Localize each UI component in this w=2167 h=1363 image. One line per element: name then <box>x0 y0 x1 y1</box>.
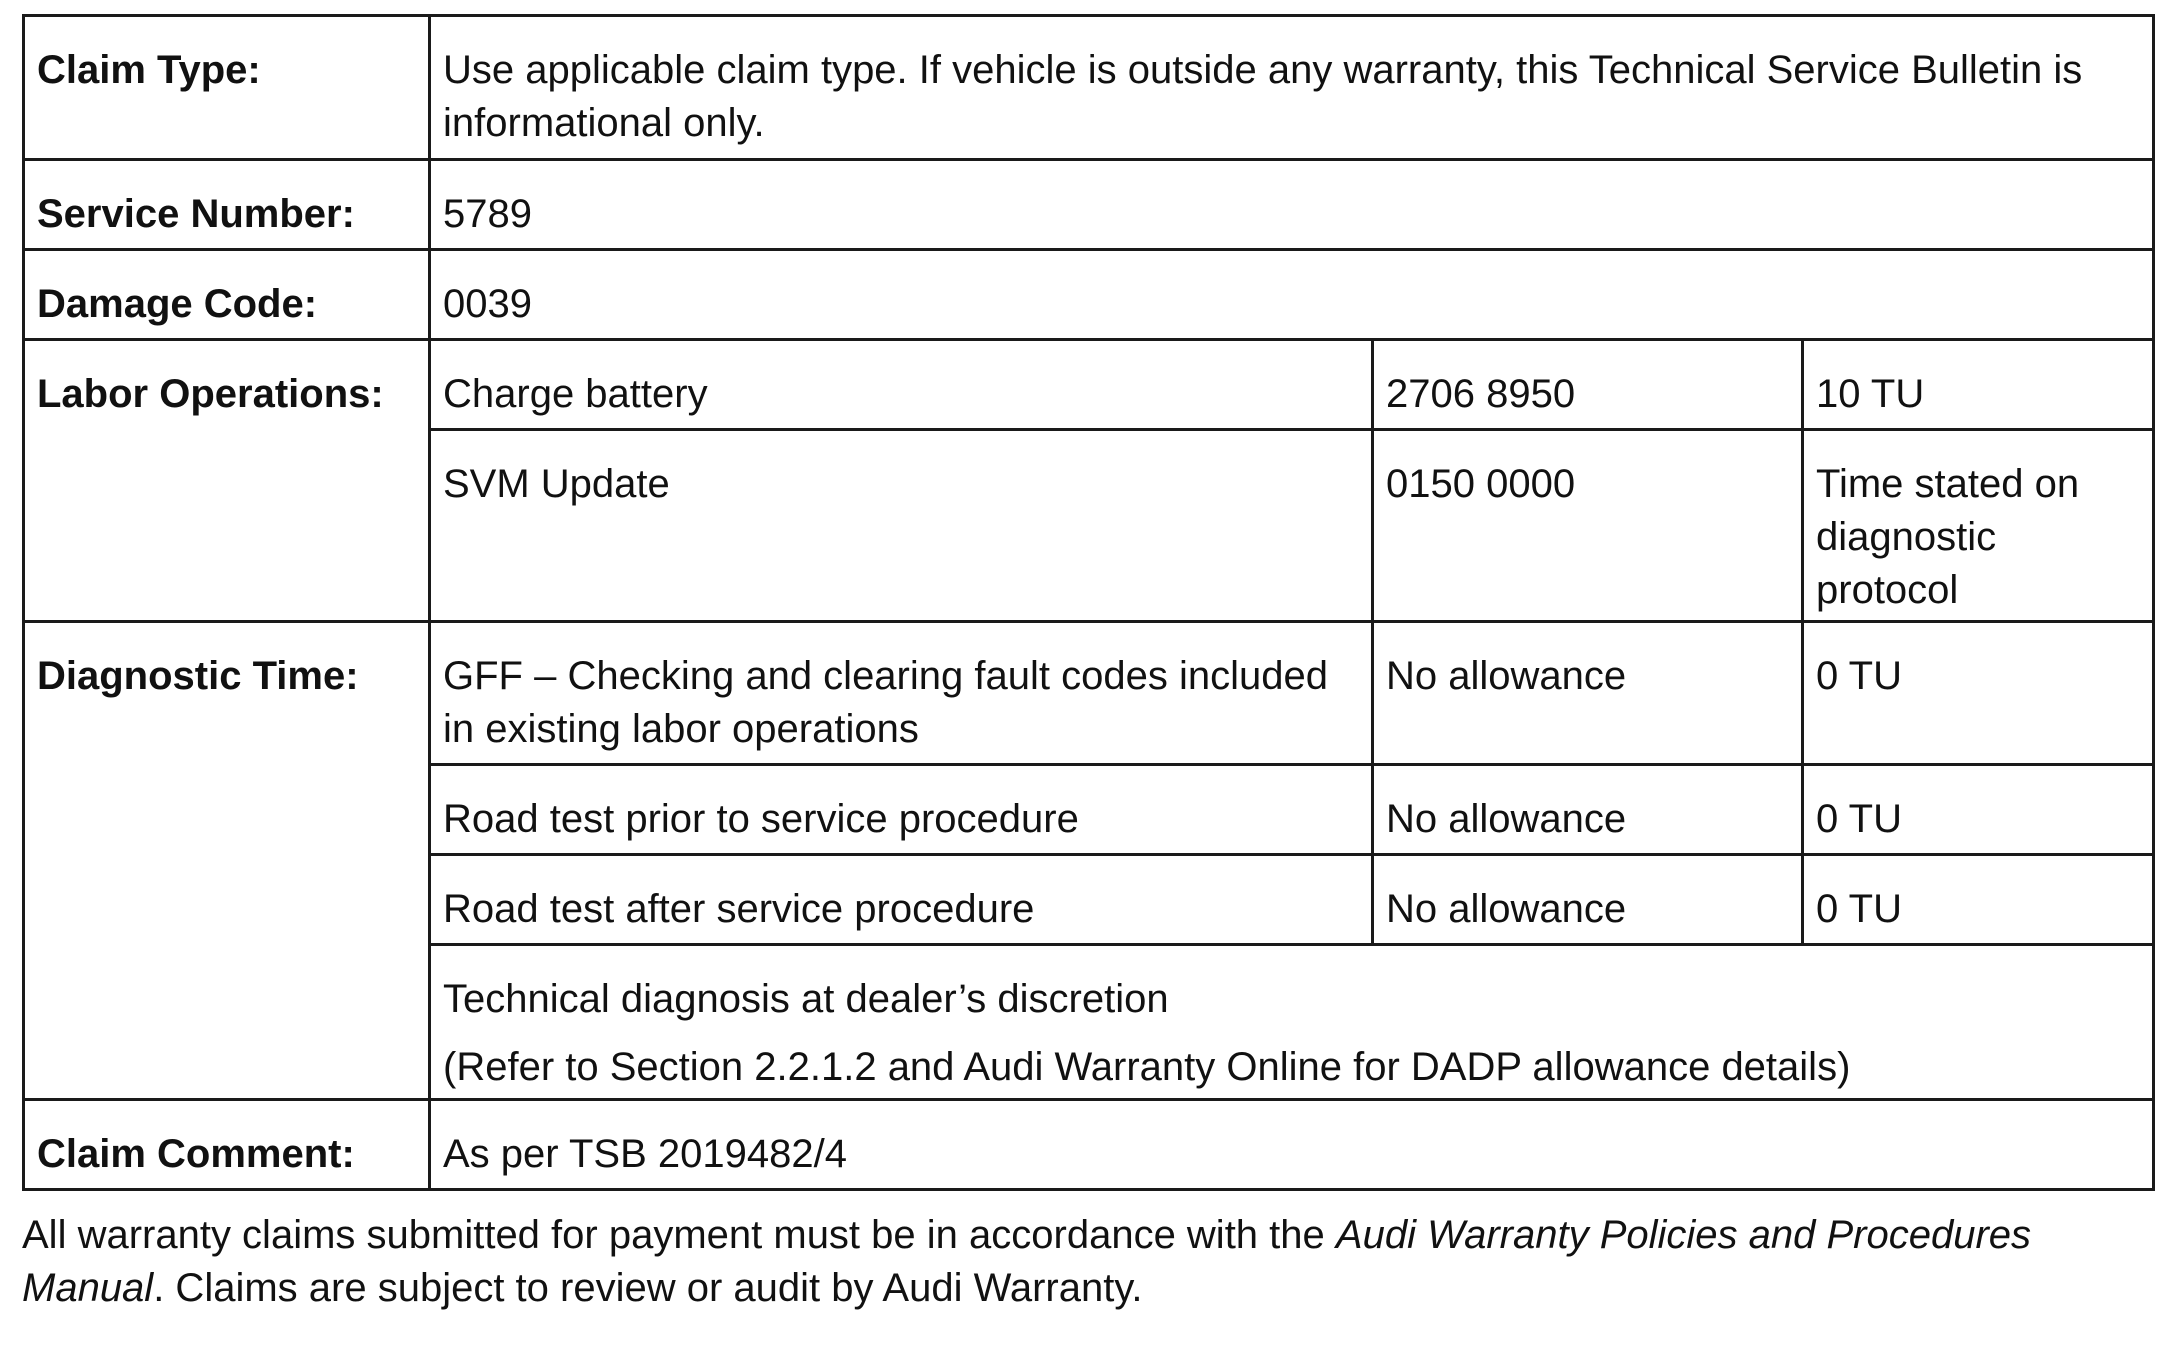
warranty-claim-document <box>22 14 2152 1355</box>
damage-code-value-cell <box>430 250 2154 340</box>
labor-code-cell <box>1373 430 1803 622</box>
technical-diagnosis-reference: (Refer to Section 2.2.1.2 and Audi Warranty Online for DADP allowance details) <box>443 1045 1851 1089</box>
diagnostic-row <box>24 622 2154 765</box>
diagnostic-time-cell <box>1803 855 2154 945</box>
diagnostic-time-label: Diagnostic Time: <box>37 654 359 698</box>
labor-code-cell <box>1373 340 1803 430</box>
claim-type-value: Use applicable claim type. If vehicle is outside any warranty, this Technical Service Bulletin is informational only. <box>443 48 2083 145</box>
labor-code: 0150 0000 <box>1386 462 1576 506</box>
diagnostic-code-cell <box>1373 855 1803 945</box>
warranty-footer-note <box>22 1209 2152 1315</box>
claim-comment-value-cell <box>430 1100 2154 1190</box>
service-number-label: Service Number: <box>37 192 355 236</box>
labor-time: 10 TU <box>1816 372 1925 416</box>
labor-description: SVM Update <box>443 462 670 506</box>
claim-comment-row <box>24 1100 2154 1190</box>
diagnostic-code: No allowance <box>1386 654 1627 698</box>
damage-code-label: Damage Code: <box>37 282 318 326</box>
technical-diagnosis-text: Technical diagnosis at dealer’s discretion <box>443 977 1169 1021</box>
diagnostic-code: No allowance <box>1386 887 1627 931</box>
labor-operations-label-cell <box>24 340 430 622</box>
diagnostic-description: GFF – Checking and clearing fault codes included in existing labor operations <box>443 654 1328 751</box>
labor-operation-row <box>24 340 2154 430</box>
footer-text-end: . Claims are subject to review or audit by Audi Warranty. <box>153 1266 1143 1310</box>
diagnostic-description: Road test after service procedure <box>443 887 1035 931</box>
warranty-manual-title: Audi Warranty Policies and Procedures Manual <box>22 1213 2032 1310</box>
diagnostic-description-cell <box>430 622 1373 765</box>
labor-time: Time stated on diagnostic protocol <box>1816 462 2080 612</box>
diagnostic-code-cell <box>1373 765 1803 855</box>
footer-text-start: All warranty claims submitted for payment must be in accordance with the <box>22 1213 1336 1257</box>
technical-diagnosis-cell <box>430 945 2154 1100</box>
service-number-value: 5789 <box>443 192 532 236</box>
labor-description: Charge battery <box>443 372 708 416</box>
damage-code-label-cell <box>24 250 430 340</box>
diagnostic-time: 0 TU <box>1816 797 1902 841</box>
diagnostic-code-cell <box>1373 622 1803 765</box>
damage-code-row <box>24 250 2154 340</box>
labor-operations-label: Labor Operations: <box>37 372 384 416</box>
diagnostic-time: 0 TU <box>1816 654 1902 698</box>
claim-comment-value: As per TSB 2019482/4 <box>443 1132 847 1176</box>
claim-type-row <box>24 16 2154 160</box>
labor-description-cell <box>430 430 1373 622</box>
diagnostic-time: 0 TU <box>1816 887 1902 931</box>
diagnostic-time-cell <box>1803 765 2154 855</box>
claim-type-label: Claim Type: <box>37 48 261 92</box>
labor-time-cell <box>1803 430 2154 622</box>
damage-code-value: 0039 <box>443 282 532 326</box>
service-number-row <box>24 160 2154 250</box>
labor-code: 2706 8950 <box>1386 372 1576 416</box>
diagnostic-code: No allowance <box>1386 797 1627 841</box>
diagnostic-time-cell <box>1803 622 2154 765</box>
service-number-label-cell <box>24 160 430 250</box>
claim-type-label-cell <box>24 16 430 160</box>
diagnostic-description-cell <box>430 855 1373 945</box>
labor-time-cell <box>1803 340 2154 430</box>
diagnostic-time-label-cell <box>24 622 430 1100</box>
warranty-claim-table <box>22 14 2155 1191</box>
claim-comment-label-cell <box>24 1100 430 1190</box>
claim-type-value-cell <box>430 16 2154 160</box>
diagnostic-description: Road test prior to service procedure <box>443 797 1079 841</box>
service-number-value-cell <box>430 160 2154 250</box>
diagnostic-description-cell <box>430 765 1373 855</box>
labor-description-cell <box>430 340 1373 430</box>
claim-comment-label: Claim Comment: <box>37 1132 355 1176</box>
